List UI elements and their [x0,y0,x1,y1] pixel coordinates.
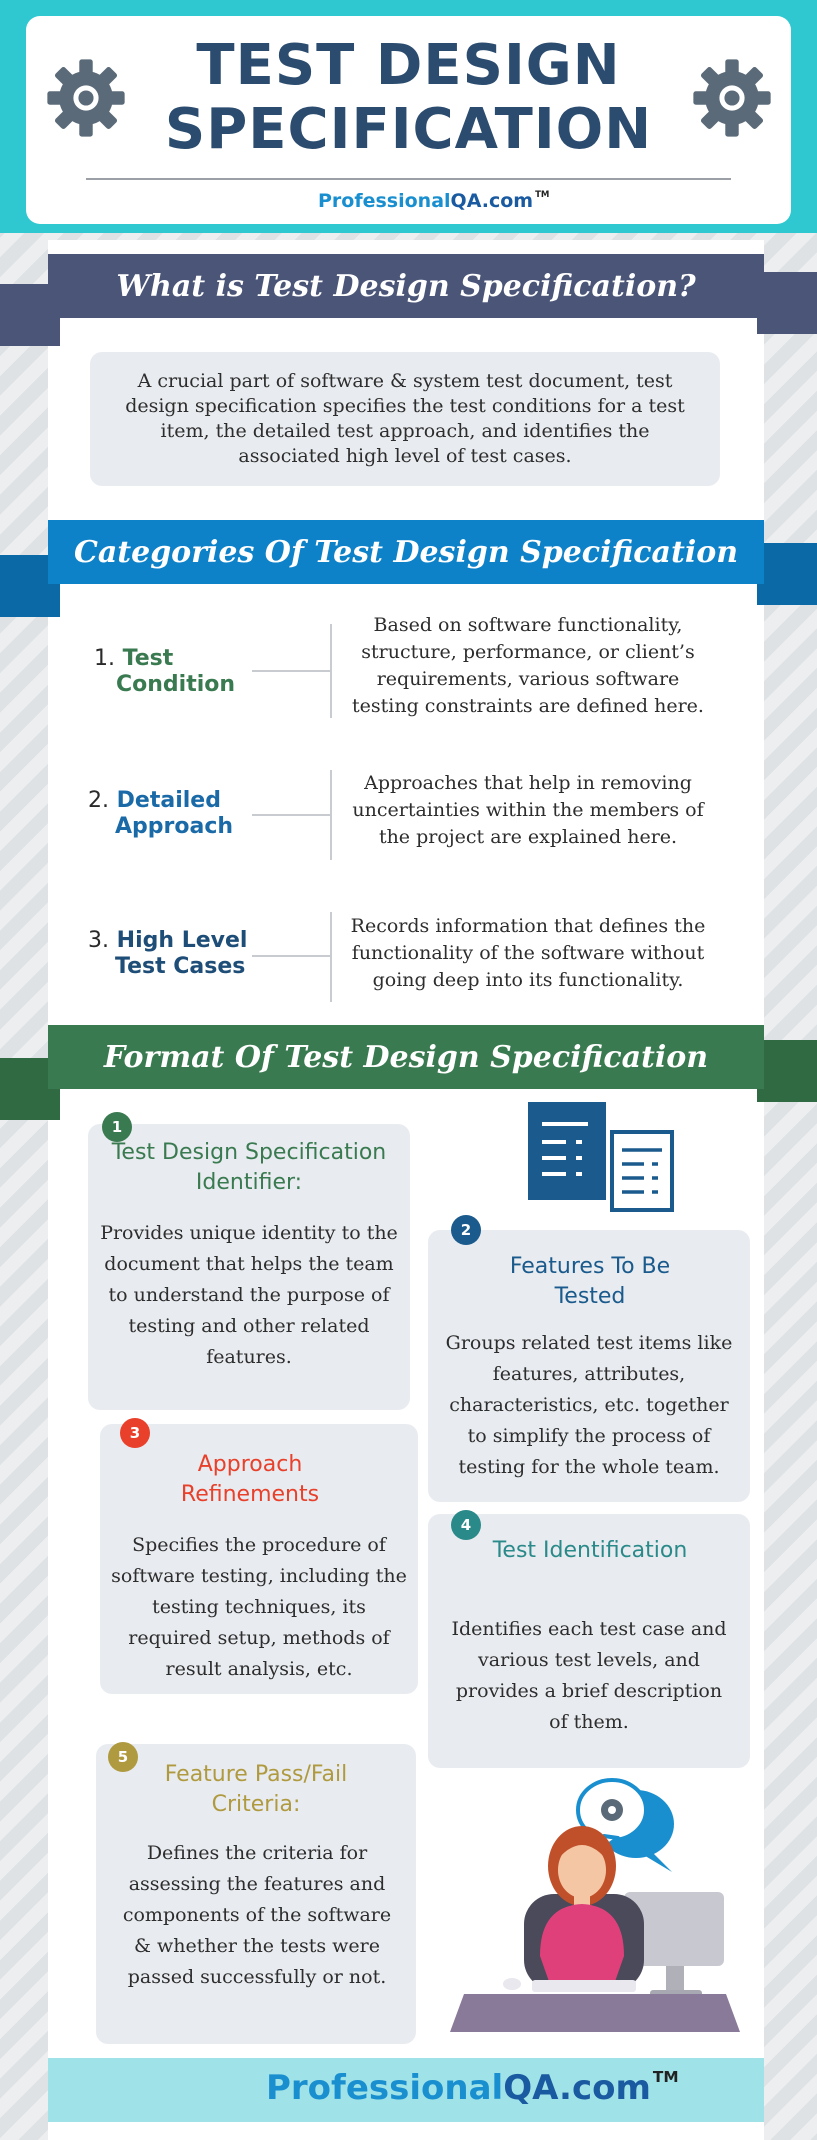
intro-text-box: A crucial part of software & system test document, test design specification specifies the test conditions for a test item, the detailed test approach, and identifies the associated high level of test cases. [90,352,720,486]
category-label-2: 2. Detailed Approach [88,788,234,839]
card-number-badge: 1 [102,1112,132,1142]
section-heading-format: Format Of Test Design Specification [48,1025,764,1089]
section-heading-categories: Categories Of Test Design Specification [48,520,764,584]
card-text-1: Provides unique identity to the document that helps the team to understand the purpose of testing and other related features. [100,1222,398,1368]
page-title: TEST DESIGN SPECIFICATION [164,33,653,162]
connector-line [252,814,330,816]
category-description-3: Records information that defines the functionality of the software without going deep into its functionality. [350,915,706,991]
card-title-2: Features To Be Tested [509,1254,671,1309]
document-icon [526,1100,678,1214]
card-number-badge: 4 [451,1510,481,1540]
card-number-badge: 3 [120,1418,150,1448]
card-text-2: Groups related test items like features, attributes, characteristics, etc. together to simplify the process of testing for the whole team. [445,1332,733,1478]
category-label-3: 3. High Level Test Cases [88,928,248,979]
band-tab-right [757,1040,817,1102]
person-at-desk-illustration [436,1776,754,2038]
footer-logo: Professional QA.com ™ [266,2068,679,2108]
card-title-3: Approach Refinements [180,1452,320,1507]
connector-line [330,624,332,718]
section-heading-what: What is Test Design Specification? [48,254,764,318]
card-title-4: Test Identification [492,1538,688,1563]
connector-line [330,770,332,860]
connector-line [330,912,332,1002]
band-tab-right [757,272,817,334]
card-text-4: Identifies each test case and various test levels, and provides a brief description of them. [451,1618,727,1733]
connector-line [252,955,330,957]
category-description-1: Based on software functionality, structure, performance, or client’s requirements, various software testing constraints are defined here. [352,614,704,717]
card-title-1: Test Design Specification Identifier: [111,1140,387,1195]
band-tab-right [757,543,817,605]
card-number-badge: 2 [451,1215,481,1245]
connector-line [252,670,330,672]
card-text-3: Specifies the procedure of software testing, including the testing techniques, its required setup, methods of result analysis, etc. [111,1534,407,1680]
category-description-2: Approaches that help in removing uncertainties within the members of the project are explained here. [352,772,704,848]
card-text-5: Defines the criteria for assessing the features and components of the software & whether the tests were passed successfully or not. [122,1842,392,1988]
header-logo: Professional QA.com ™ [318,190,550,212]
card-title-5: Feature Pass/Fail Criteria: [164,1762,348,1817]
category-label-1: 1. Test Condition [94,646,236,697]
title-divider [86,178,731,180]
card-number-badge: 5 [108,1742,138,1772]
